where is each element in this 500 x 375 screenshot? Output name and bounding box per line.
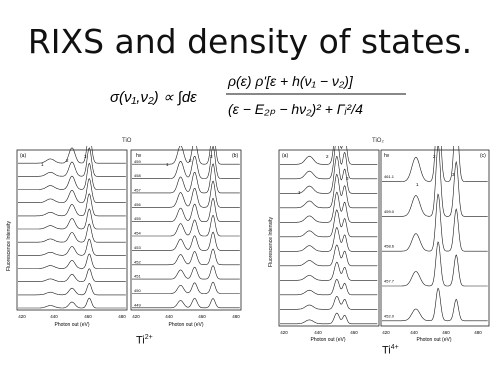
tio2-a-tick-2: 460: [350, 330, 358, 335]
tio-b-spectrum-0: [132, 146, 240, 164]
tio2-a-tick-1: 440: [314, 330, 322, 335]
tio-b-spectrum-7: [132, 249, 240, 265]
tio2-b-tick-2: 460: [442, 330, 450, 335]
tio-b-spectrum-6: [132, 232, 240, 250]
tio2-panel-a-spectra: [280, 146, 377, 324]
tio-b-energy-8: 451: [134, 273, 141, 279]
tio-b-energy-1: 458: [134, 173, 141, 179]
tio-b-tick-3: 480: [232, 314, 240, 319]
tio2-a-spectrum-3: [280, 174, 377, 208]
tio-b-peak-2: 2: [189, 158, 192, 163]
tio-b-tick-1: 440: [165, 314, 173, 319]
tio2-a-x-label: Photon out (eV): [310, 337, 346, 342]
tio-a-peak-1: 1: [41, 162, 44, 167]
tio2-a-peak-3: 3: [346, 176, 349, 181]
tio2-a-spectrum-10: [280, 296, 377, 309]
tio2-a-spectrum-2: [280, 156, 377, 193]
tio2-b-spectrum-2: [382, 194, 488, 251]
tio2-b-energy-4: 452.0: [384, 313, 395, 319]
tio-b-spectrum-3: [132, 181, 240, 207]
tio2-panel-a-tag: (a): [282, 153, 289, 159]
tio2-b-tick-3: 480: [474, 330, 482, 335]
tio2-a-spectrum-1: [280, 146, 377, 179]
tio-panel-b-frame: [131, 150, 241, 310]
tio2-caption-text: Ti: [382, 344, 391, 357]
tio2-b-energy-0: 461.1: [384, 174, 395, 180]
tio-figure-svg: [6, 146, 252, 346]
tio2-caption: [382, 344, 399, 357]
tio-b-energy-6: 453: [134, 245, 141, 250]
tio-a-spectrum-11: [18, 298, 126, 308]
tio2-panel-b-tag: (c): [480, 153, 486, 159]
tio-b-peak-3: 3: [210, 154, 213, 159]
tio2-b-peak-3: 3: [452, 172, 455, 177]
tio-a-tick-3: 480: [118, 314, 126, 319]
tio2-b-peak-2: 2: [433, 154, 436, 159]
tio2-panel-a-frame: [279, 150, 379, 326]
tio-a-spectrum-8: [18, 254, 126, 269]
formula-lhs: σ(ν₁,ν₂) ∝ ∫dε: [110, 89, 197, 106]
tio-y-label: Fluorescence Intensity: [6, 220, 12, 272]
formula-numerator: ρ(ε) ρ'[ε + h(ν₁ − ν₂)]: [228, 73, 353, 89]
tio-caption-charge: 2+: [144, 334, 153, 341]
tio2-caption-charge: 4+: [390, 344, 399, 351]
tio2-panel-b-energies: [384, 174, 395, 318]
tio2-panel-b-frame: [381, 150, 489, 326]
tio-b-x-label: Photon out (eV): [168, 322, 204, 328]
tio2-b-x-label: Photon out (eV): [416, 337, 452, 342]
tio-a-spectrum-10: [18, 283, 126, 295]
tio-figure-title: TiO: [122, 138, 132, 144]
tio-a-peak-2: 2: [66, 158, 69, 163]
tio-b-spectrum-1: [132, 146, 240, 178]
tio-a-spectrum-9: [18, 269, 126, 282]
tio-b-energy-10: 449: [134, 302, 141, 308]
tio-panel-a-frame: [17, 150, 127, 310]
tio2-b-spectrum-0: [382, 146, 488, 182]
tio-a-tick-1: 440: [50, 314, 58, 319]
tio-a-spectrum-1: [18, 148, 126, 177]
tio-a-peak-3: 3: [84, 154, 87, 159]
rixs-formula: [110, 64, 410, 126]
tio-a-spectrum-4: [18, 194, 126, 216]
tio-figure: [6, 138, 252, 348]
tio-b-energy-9: 450: [134, 288, 141, 293]
tio2-panel-b-spectra: [382, 146, 488, 321]
tio2-b-energy-3: 457.7: [384, 278, 395, 284]
tio-caption-text: Ti: [136, 334, 145, 347]
tio-panel-b-tag: (b): [232, 153, 239, 159]
tio-b-energy-0: 459: [134, 158, 141, 164]
tio2-a-peak-2: 2: [326, 154, 329, 159]
tio-a-spectrum-5: [18, 209, 126, 229]
tio2-a-spectrum-9: [280, 279, 377, 295]
tio-a-x-label: Photon out (eV): [54, 322, 90, 328]
tio-b-energy-5: 454: [134, 230, 141, 236]
tio2-a-tick-0: 420: [280, 330, 288, 335]
tio-b-spectrum-8: [132, 266, 240, 279]
tio2-figure-svg: [268, 146, 498, 342]
tio-panel-b-energies: [134, 159, 141, 308]
tio2-y-label: Fluorescence Intensity: [268, 216, 274, 268]
tio-b-spectrum-10: [132, 298, 240, 307]
tio2-a-spectrum-7: [280, 245, 377, 266]
formula-graphic: [110, 64, 410, 126]
tio2-b-spectrum-4: [382, 288, 488, 321]
tio2-a-spectrum-6: [280, 228, 377, 252]
tio-a-tick-0: 420: [18, 314, 26, 319]
tio-a-spectrum-3: [18, 179, 126, 203]
tio2-figure: [268, 138, 498, 360]
tio-a-spectrum-6: [18, 224, 126, 242]
tio-panel-b-header: hν: [136, 153, 142, 159]
tio-panel-b-spectra: [132, 146, 240, 308]
tio-panel-a-tag: (a): [20, 153, 27, 159]
tio2-a-spectrum-4: [280, 192, 377, 222]
tio2-panel-b-header: hν: [384, 153, 390, 159]
slide-title: RIXS and density of states.: [27, 22, 473, 61]
tio2-a-spectrum-8: [280, 262, 377, 280]
tio2-b-tick-1: 440: [410, 330, 418, 335]
tio-b-energy-4: 455: [134, 216, 141, 222]
tio2-b-energy-1: 459.0: [384, 208, 395, 214]
tio-a-spectrum-7: [18, 239, 126, 255]
tio2-a-spectrum-5: [280, 210, 377, 237]
tio-b-spectrum-4: [132, 198, 240, 221]
tio-a-tick-2: 460: [84, 314, 92, 319]
tio2-b-peak-1: 1: [416, 182, 419, 187]
tio-b-peak-1: 1: [166, 162, 169, 167]
tio-b-tick-0: 420: [132, 314, 140, 319]
tio2-b-tick-0: 420: [382, 330, 390, 335]
tio-b-tick-2: 460: [198, 314, 206, 319]
tio-b-energy-7: 452: [134, 259, 141, 265]
tio-b-energy-3: 456: [134, 201, 141, 207]
tio2-figure-title: TiO₂: [372, 138, 384, 144]
formula-denominator: (ε − E₂ₚ − hν₂)² + Γᵢ²/4: [228, 101, 363, 117]
tio-b-energy-2: 457: [134, 187, 141, 193]
tio-panel-a-spectra: [18, 146, 126, 308]
tio-a-spectrum-0: [18, 146, 126, 163]
tio2-b-energy-2: 458.6: [384, 243, 395, 249]
tio2-a-spectrum-11: [280, 313, 377, 324]
tio2-b-spectrum-3: [382, 242, 488, 286]
tio-b-spectrum-9: [132, 282, 240, 293]
tio-caption: [136, 334, 153, 347]
tio2-a-peak-1: 1: [298, 190, 301, 195]
tio2-a-spectrum-0: [280, 146, 377, 164]
